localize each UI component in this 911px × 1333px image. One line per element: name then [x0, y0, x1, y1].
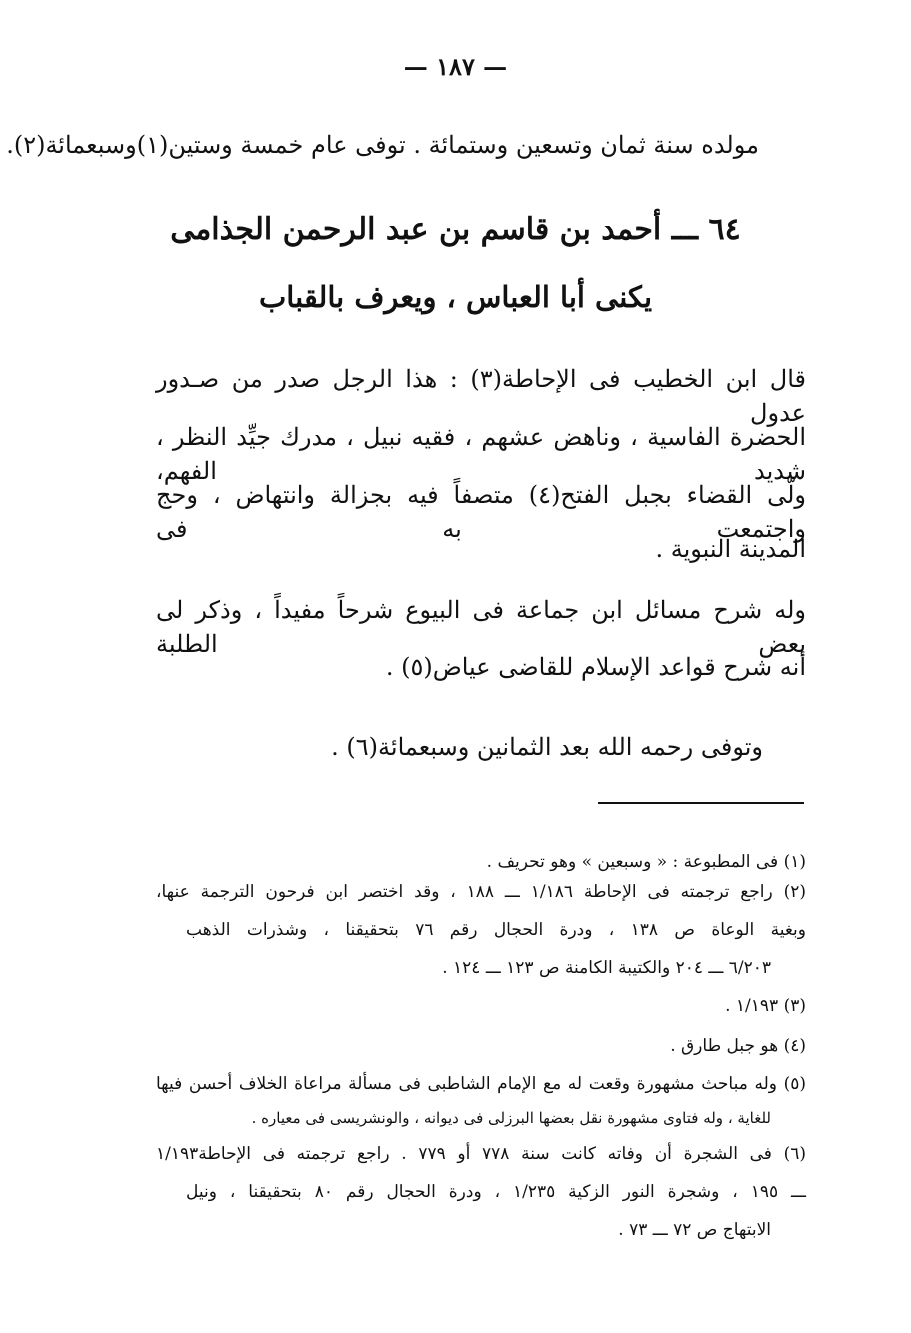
paragraph-2-line-1: وله شرح مسائل ابن جماعة فى البيوع شرحاً مفيداً ، وذكر لى بعض الطلبة	[156, 596, 806, 658]
page-number: — ١٨٧ —	[403, 52, 508, 81]
footnote-2-line-1: (٢) راجع ترجمته فى الإحاطة ١/١٨٦ ـــ ١٨٨ ، وقد اختصر ابن فرحون الترجمة عنها،	[156, 882, 806, 902]
footnote-3: (٣) ١/١٩٣ .	[725, 996, 806, 1016]
footnote-4: (٤) هو جبل طارق .	[670, 1036, 806, 1056]
footnote-6-line-2: ـــ ١٩٥ ، وشجرة النور الزكية ١/٢٣٥ ، ودرة الحجال رقم ٨٠ بتحقيقنا ، ونيل	[186, 1182, 806, 1202]
paragraph-1-line-4: المدينة النبوية .	[655, 535, 806, 563]
footnote-1: (١) فى المطبوعة : « وسبعين » وهو تحريف .	[486, 852, 806, 872]
paragraph-1-line-1: قال ابن الخطيب فى الإحاطة(٣) : هذا الرجل صدر من صـدور عدول	[156, 365, 806, 427]
footnote-6-line-1: (٦) فى الشجرة أن وفاته كانت سنة ٧٧٨ أو ٧٧٩ . راجع ترجمته فى الإحاطة١/١٩٣	[156, 1144, 806, 1164]
paragraph-2-line-2: أنه شرح قواعد الإسلام للقاضى عياض(٥) .	[385, 653, 806, 681]
intro-line: مولده سنة ثمان وتسعين وستمائة . توفى عام خمسة وستين(١)وسبعمائة(٢).	[6, 131, 759, 159]
entry-title: ٦٤ ـــ أحمد بن قاسم بن عبد الرحمن الجذامى	[170, 212, 741, 247]
footnote-separator	[598, 802, 804, 804]
paragraph-1-line-2: الحضرة الفاسية ، وناهض عشهم ، فقيه نبيل ، مدرك جيِّد النظر ، شديد الفهم،	[156, 423, 806, 485]
entry-subtitle: يكنى أبا العباس ، ويعرف بالقباب	[258, 280, 653, 314]
footnote-2-line-3: ٦/٢٠٣ ـــ ٢٠٤ والكتيبة الكامنة ص ١٢٣ ـــ ١٢٤ .	[442, 958, 771, 978]
footnote-2-line-2: وبغية الوعاة ص ١٣٨ ، ودرة الحجال رقم ٧٦ بتحقيقنا ، وشذرات الذهب	[186, 920, 806, 940]
paragraph-1-line-3: ولّى القضاء بجبل الفتح(٤) متصفاً فيه بجزالة وانتهاض ، وحج واجتمعت به فى	[156, 481, 806, 543]
paragraph-3-line-1: وتوفى رحمه الله بعد الثمانين وسبعمائة(٦) .	[331, 733, 763, 761]
footnote-5-line-2: للغاية ، وله فتاوى مشهورة نقل بعضها البرزلى فى ديوانه ، والونشريسى فى معياره .	[251, 1109, 771, 1127]
footnote-6-line-3: الابتهاج ص ٧٢ ـــ ٧٣ .	[618, 1220, 771, 1240]
footnote-5-line-1: (٥) وله مباحث مشهورة وقعت له مع الإمام الشاطبى فى مسألة مراعاة الخلاف أحسن فيها	[156, 1074, 806, 1094]
